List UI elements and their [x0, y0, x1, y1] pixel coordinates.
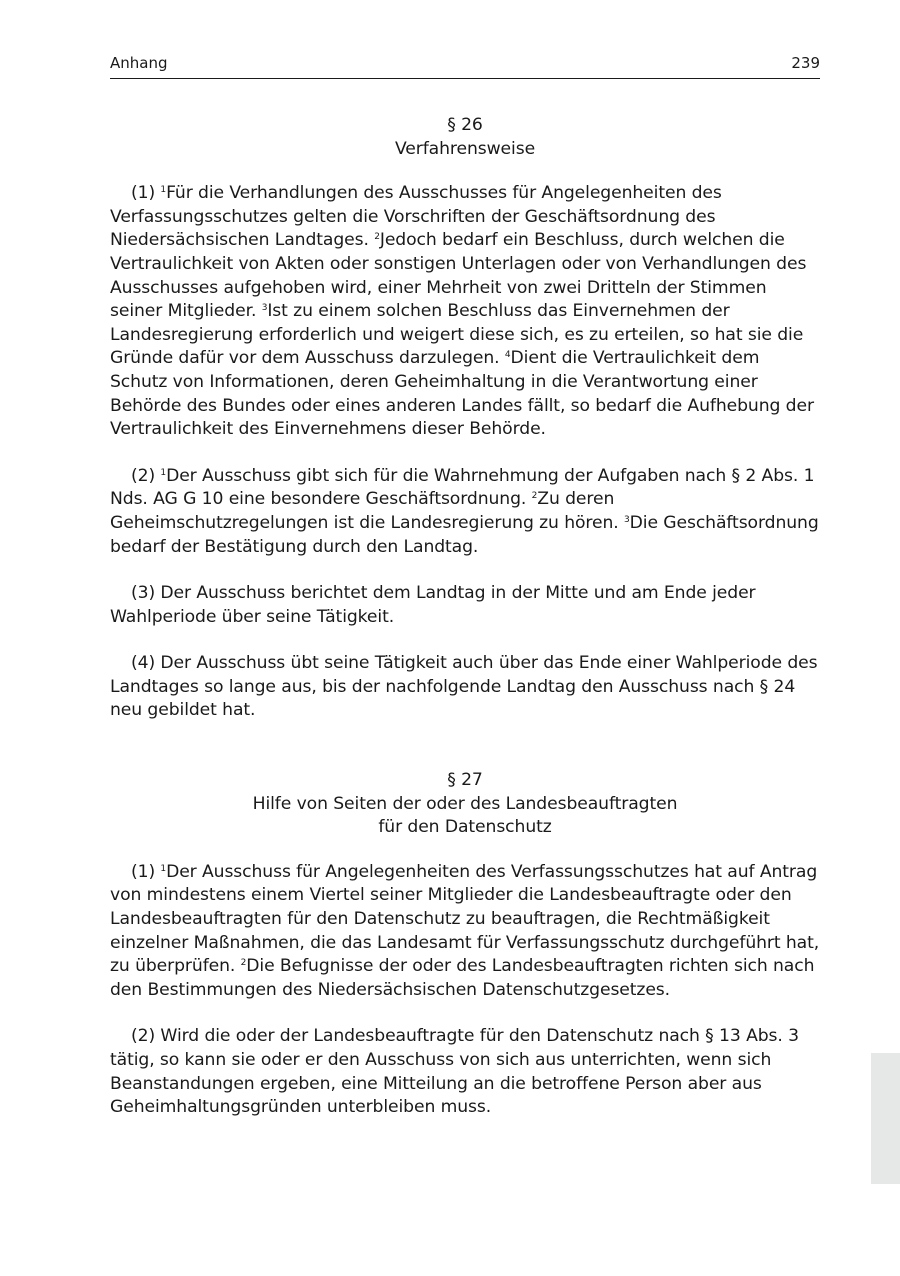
paragraph — [110, 582, 820, 629]
sentence-number: 1 — [160, 185, 167, 196]
section-title: Verfahrensweise — [394, 138, 536, 159]
sentence: Dient die Vertraulichkeit dem Schutz von Informationen, deren Geheimhaltung in die Verantwortung einer Behörde des Bundes oder eines anderen Landes fällt, so bedarf die Aufhebung der Vertraulichkeit des Einvernehmens dieser Behörde. — [110, 348, 814, 440]
sentence-number: 3 — [261, 303, 268, 314]
sentence-number: 4 — [504, 350, 511, 361]
paragraph-number: (1) — [131, 861, 156, 882]
section-number: § 26 — [447, 115, 483, 135]
paragraph-number: (4) — [131, 653, 156, 674]
section-title: Hilfe von Seiten der oder des Landesbeauftragten — [252, 793, 678, 814]
chapter-thumb-tab — [871, 1053, 900, 1184]
sentence-number: 2 — [240, 958, 247, 969]
sentence: Der Ausschuss gibt sich für die Wahrnehmung der Aufgaben nach § 2 Abs. 1 Nds. AG G 10 eine besondere Geschäftsordnung. — [110, 465, 815, 510]
sentence-number: 2 — [531, 491, 538, 502]
paragraph — [110, 465, 820, 559]
sentence-number: 1 — [160, 467, 167, 478]
paragraph-number: (2) — [131, 465, 156, 486]
paragraph-number: (1) — [131, 183, 156, 204]
paragraph-number: (3) — [131, 583, 156, 604]
sentence-number: 1 — [160, 863, 167, 874]
paragraph — [110, 652, 820, 723]
section-number: § 27 — [447, 770, 483, 791]
header-section-title: Anhang — [110, 54, 168, 72]
sentence: Die Befugnisse der oder des Landesbeauftragten richten sich nach den Bestimmungen des Niedersächsischen Datenschutzgesetzes. — [110, 956, 815, 1000]
sentence: Der Ausschuss übt seine Tätigkeit auch über das Ende einer Wahlperiode des Landtages so lange aus, bis der nachfolgende Landtag den Ausschuss nach § 24 neu gebildet hat. — [110, 653, 818, 721]
sentence: Ist zu einem solchen Beschluss das Einvernehmen der Landesregierung erforderlich und weigert diese sich, es zu erteilen, so hat sie die Gründe dafür vor dem Ausschuss darzulegen. — [110, 301, 804, 369]
body-text — [110, 114, 820, 1120]
sentence: Jedoch bedarf ein Beschluss, durch welchen die Vertraulichkeit von Akten oder sonstigen Unterlagen oder von Verhandlungen des Ausschusses aufgehoben wird, einer Mehrheit von zwei Dritteln der Stimmen seiner Mitglieder. — [110, 230, 807, 322]
sentence: Der Ausschuss für Angelegenheiten des Verfassungsschutzes hat auf Antrag von mindestens einem Viertel seiner Mitglieder die Landesbeauftragte oder den Landesbeauftragten für den Datenschutz zu beauftragen, die Rechtmäßigkeit einzelner Maßnahmen, die das Landesamt für Verfassungsschutz durchgeführt hat, zu überprüfen. — [110, 861, 820, 977]
sentence-number: 2 — [374, 232, 380, 243]
paragraph — [110, 861, 820, 1003]
sentence: Die Geschäftsordnung bedarf der Bestätigung durch den Landtag. — [110, 512, 819, 557]
running-header — [110, 52, 820, 79]
section-heading — [110, 769, 820, 840]
sentence-number: 3 — [624, 514, 630, 525]
sentence: Der Ausschuss berichtet dem Landtag in der Mitte und am Ende jeder Wahlperiode über seine Tätigkeit. — [110, 583, 756, 627]
sentence: Für die Verhandlungen des Ausschusses für Angelegenheiten des Verfassungsschutzes gelten die Vorschriften der Geschäftsordnung des Niedersächsischen Landtages. — [110, 183, 722, 251]
sentence: Wird die oder der Landesbeauftragte für den Datenschutz nach § 13 Abs. 3 tätig, so kann sie oder er den Ausschuss von sich aus unterrichten, wenn sich Beanstandungen ergeben, eine Mitteilung an die betroffene Person aber aus Geheimhaltungsgründen unterbleiben muss. — [110, 1026, 799, 1118]
paragraph-number: (2) — [131, 1026, 156, 1047]
section-title: für den Datenschutz — [378, 817, 552, 838]
paragraph — [110, 182, 820, 442]
paragraph — [110, 1025, 820, 1119]
section-heading — [110, 114, 820, 161]
page-number: 239 — [791, 54, 820, 72]
sentence: Zu deren Geheimschutzregelungen ist die Landesregierung zu hören. — [110, 489, 624, 533]
